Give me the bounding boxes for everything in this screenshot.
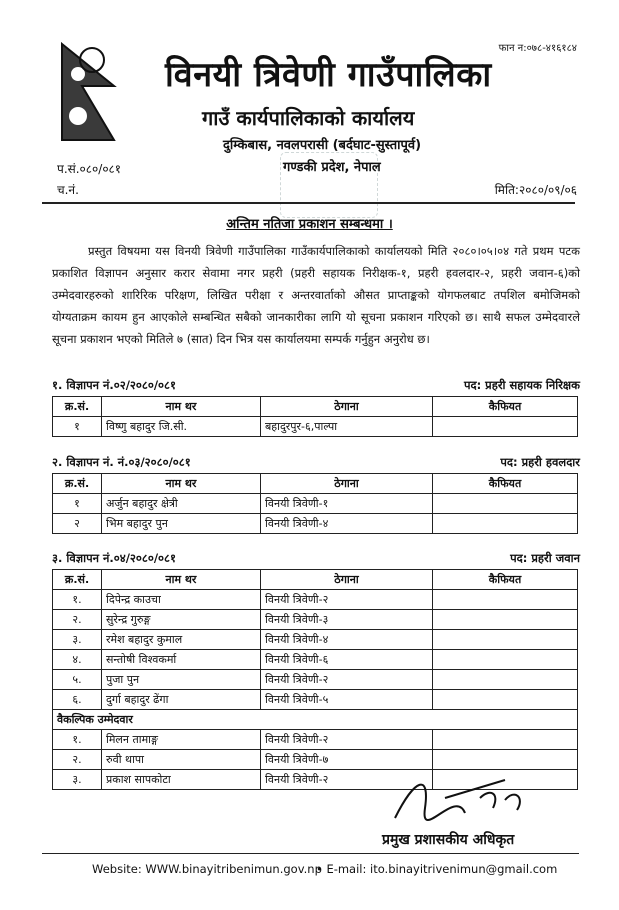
name-cell: रुवी थापा — [102, 750, 261, 770]
remarks-cell — [433, 730, 578, 750]
column-header: क्र.सं. — [53, 397, 102, 417]
letter-date: मिति:२०८०/०९/०६ — [494, 183, 577, 197]
remarks-cell — [433, 610, 578, 630]
address-cell: विनयी त्रिवेणी-७ — [261, 750, 433, 770]
province-name: गण्डकी प्रदेश, नेपाल — [283, 160, 381, 175]
name-cell: मिलन तामाङ्ग — [102, 730, 261, 750]
subject-line: अन्तिम नतिजा प्रकाशन सम्बन्धमा । — [226, 217, 393, 232]
office-name: गाउँ कार्यपालिकाको कार्यालय — [202, 106, 415, 130]
section-post: पद: प्रहरी हवलदार — [500, 455, 580, 469]
column-header: ठेगाना — [261, 570, 433, 590]
table-row — [53, 750, 578, 770]
column-header: ठेगाना — [261, 397, 433, 417]
column-header: कैफियत — [433, 397, 578, 417]
address-cell: विनयी त्रिवेणी-२ — [261, 730, 433, 750]
name-cell: सन्तोषी विश्वकर्मा — [102, 650, 261, 670]
column-header: नाम थर — [102, 570, 261, 590]
table-header-row — [53, 397, 578, 417]
section-post: पद: प्रहरी सहायक निरिक्षक — [463, 378, 580, 392]
table-header-row — [53, 570, 578, 590]
column-header: ठेगाना — [261, 474, 433, 494]
section-title: ३. विज्ञापन नं.०४/२०८०/०८१ — [52, 551, 176, 565]
section-heading — [52, 551, 580, 566]
remarks-cell — [433, 494, 578, 514]
remarks-cell — [433, 630, 578, 650]
serial-cell: ३. — [53, 770, 102, 790]
alternate-candidates-row — [53, 710, 578, 730]
remarks-cell — [433, 514, 578, 534]
table-row — [53, 514, 578, 534]
serial-cell: ३. — [53, 630, 102, 650]
reference-number: प.सं.०८०/०८१ — [57, 162, 122, 176]
serial-cell: ५. — [53, 670, 102, 690]
column-header: नाम थर — [102, 474, 261, 494]
address-cell: विनयी त्रिवेणी-६ — [261, 650, 433, 670]
serial-cell: १ — [53, 494, 102, 514]
alternate-candidates-label: वैकल्पिक उम्मेदवार — [53, 710, 578, 730]
name-cell: रमेश बहादुर कुमाल — [102, 630, 261, 650]
serial-cell: २. — [53, 610, 102, 630]
table-row — [53, 630, 578, 650]
name-cell: भिम बहादुर पुन — [102, 514, 261, 534]
serial-cell: २ — [53, 514, 102, 534]
address-cell: विनयी त्रिवेणी-४ — [261, 514, 433, 534]
body-paragraph: प्रस्तुत विषयमा यस विनयी त्रिवेणी गाउँपालिका गाउँकार्यपालिकाको कार्यालयको मिति २०८०।०५।०४ गते प्रथम पटक प्रकाशित विज्ञापन अनुसार करार सेवामा नगर प्रहरी (प्रहरी सहायक निरीक्षक-१, प्रहरी हवलदार-२, प्रहरी जवान-६)को उम्मेदवारहरुको शारिरिक परिक्षण, लिखित परीक्षा र अन्तरवार्ताको औसत प्राप्ताङ्कको योगफलबाट तपशिल बमोजिमको योग्यताक्रम कायम हुन आएकोले सम्बन्धित सबैको जानकारीका लागि यो सूचना प्रकाशन गरिएको छ। साथै सफल उम्मेदवारले सूचना प्रकाशन भएको मितिले ७ (सात) दिन भित्र यस कार्यालयमा सम्पर्क गर्नुहुन अनुरोध छ। — [52, 244, 580, 346]
column-header: क्र.सं. — [53, 570, 102, 590]
website-link[interactable]: Website: WWW.binayitribenimun.gov.np — [92, 862, 322, 876]
municipality-title: विनयी त्रिवेणी गाउँपालिका — [165, 55, 492, 95]
name-cell: सुरेन्द्र गुरुङ्ग — [102, 610, 261, 630]
name-cell: पुजा पुन — [102, 670, 261, 690]
header-divider — [42, 202, 575, 204]
email-link[interactable]: • E-mail: ito.binayitrivenimun@gmail.com — [316, 862, 558, 876]
address-cell: बहादुरपुर-६,पाल्पा — [261, 417, 433, 437]
remarks-cell — [433, 590, 578, 610]
name-cell: विष्णु बहादुर जि.सी. — [102, 417, 261, 437]
table-row — [53, 417, 578, 437]
name-cell: प्रकाश सापकोटा — [102, 770, 261, 790]
section-title: १. विज्ञापन नं.०२/२०८०/०८१ — [52, 378, 176, 392]
phone-number: फान न:०७८-४१६१८४ — [498, 43, 577, 54]
officer-title: प्रमुख प्रशासकीय अधिकृत — [382, 832, 515, 848]
table-row — [53, 690, 578, 710]
table-row — [53, 730, 578, 750]
serial-cell: ४. — [53, 650, 102, 670]
table-row — [53, 590, 578, 610]
office-address: दुम्किबास, नवलपरासी (बर्दघाट-सुस्तापूर्व) — [223, 138, 422, 153]
remarks-cell — [433, 417, 578, 437]
address-cell: विनयी त्रिवेणी-२ — [261, 670, 433, 690]
remarks-cell — [433, 750, 578, 770]
address-cell: विनयी त्रिवेणी-२ — [261, 770, 433, 790]
address-cell: विनयी त्रिवेणी-१ — [261, 494, 433, 514]
serial-cell: २. — [53, 750, 102, 770]
nepal-emblem-icon — [58, 40, 118, 144]
section-heading — [52, 455, 580, 470]
remarks-cell — [433, 670, 578, 690]
address-cell: विनयी त्रिवेणी-३ — [261, 610, 433, 630]
address-cell: विनयी त्रिवेणी-५ — [261, 690, 433, 710]
serial-cell: ६. — [53, 690, 102, 710]
column-header: क्र.सं. — [53, 474, 102, 494]
column-header: कैफियत — [433, 570, 578, 590]
footer-divider — [42, 853, 579, 854]
section-post: पद: प्रहरी जवान — [510, 551, 580, 565]
signature-icon — [385, 768, 545, 828]
name-cell: अर्जुन बहादुर क्षेत्री — [102, 494, 261, 514]
section-title: २. विज्ञापन नं. नं.०३/२०८०/०८१ — [52, 455, 191, 469]
column-header: कैफियत — [433, 474, 578, 494]
results-table — [52, 396, 578, 437]
table-row — [53, 610, 578, 630]
results-table — [52, 569, 578, 790]
name-cell: दिपेन्द्र काउचा — [102, 590, 261, 610]
serial-cell: १. — [53, 590, 102, 610]
table-row — [53, 670, 578, 690]
results-table — [52, 473, 578, 534]
serial-cell: १ — [53, 417, 102, 437]
name-cell: दुर्गा बहादुर ढेंगा — [102, 690, 261, 710]
remarks-cell — [433, 690, 578, 710]
column-header: नाम थर — [102, 397, 261, 417]
section-heading — [52, 378, 580, 393]
dispatch-number: च.नं. — [57, 183, 79, 197]
address-cell: विनयी त्रिवेणी-४ — [261, 630, 433, 650]
address-cell: विनयी त्रिवेणी-२ — [261, 590, 433, 610]
table-row — [53, 650, 578, 670]
remarks-cell — [433, 650, 578, 670]
table-row — [53, 494, 578, 514]
table-header-row — [53, 474, 578, 494]
serial-cell: १. — [53, 730, 102, 750]
